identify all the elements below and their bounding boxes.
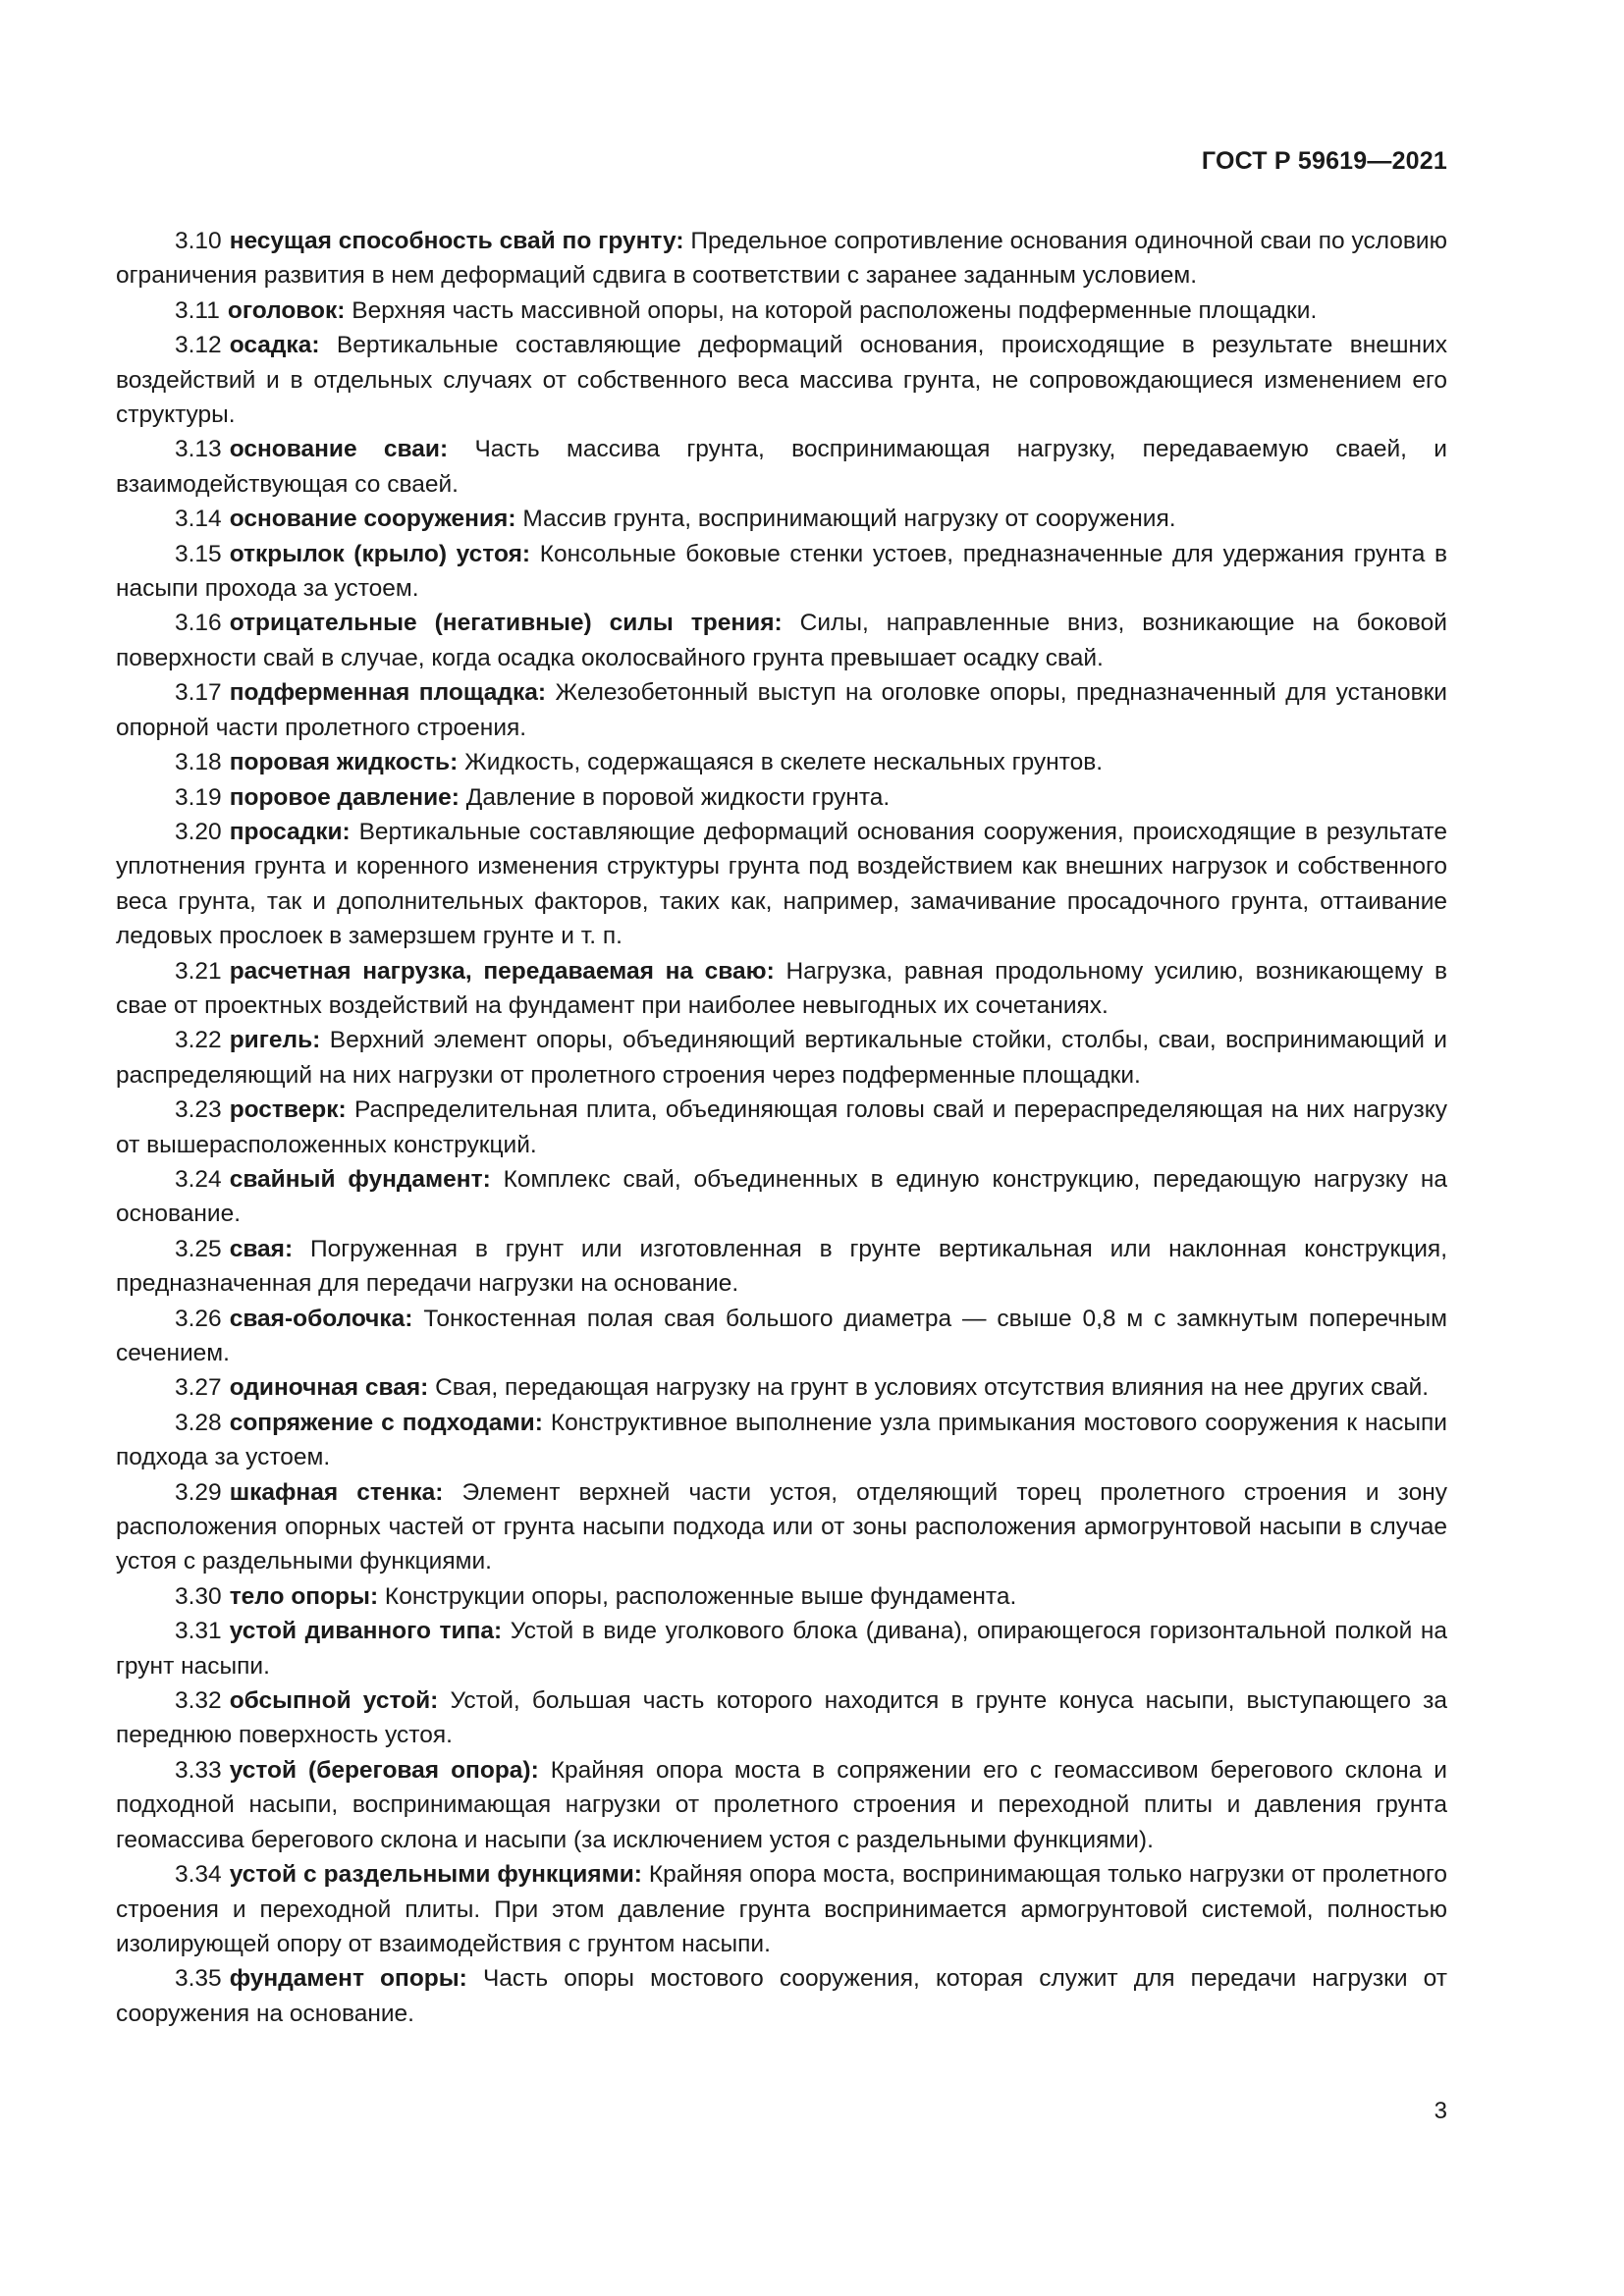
terms-list (116, 224, 1447, 2031)
term-name: поровая жидкость: (229, 749, 459, 776)
term-name: устой с раздельными функциями: (229, 1861, 642, 1889)
term-entry (116, 745, 1447, 779)
term-entry (116, 606, 1447, 675)
term-entry (116, 1961, 1447, 2031)
term-number: 3.10 (175, 228, 222, 254)
term-number: 3.33 (175, 1756, 222, 1784)
term-name: основание сооружения: (229, 506, 516, 533)
term-number: 3.31 (175, 1618, 222, 1645)
term-name: одиночная свая: (229, 1374, 429, 1402)
term-number: 3.24 (175, 1165, 222, 1193)
term-definition: Предельное сопротивление основания одиночной сваи по условию ограничения развития в нем деформаций сдвига в соответствии с заранее заданным условием. (116, 228, 1447, 290)
term-entry (116, 1475, 1447, 1579)
term-definition: Устой, большая часть которого находится в грунте конуса насыпи, выступающего за переднюю поверхность устоя. (116, 1687, 1447, 1749)
document-standard-header: ГОСТ Р 59619—2021 (1201, 147, 1447, 175)
term-number: 3.26 (175, 1305, 222, 1332)
term-number: 3.23 (175, 1096, 222, 1124)
term-number: 3.18 (175, 749, 222, 776)
term-name: тело опоры: (229, 1582, 379, 1610)
term-definition: Верхний элемент опоры, объединяющий вертикальные стойки, столбы, сваи, воспринимающий и распределяющий на них нагрузки от пролетного строения через подферменные площадки. (116, 1027, 1447, 1089)
term-entry (116, 815, 1447, 954)
term-name: основание сваи: (229, 436, 449, 463)
term-number: 3.30 (175, 1582, 222, 1610)
term-number: 3.22 (175, 1027, 222, 1054)
term-number: 3.29 (175, 1478, 222, 1506)
term-name: сопряжение с подходами: (229, 1409, 543, 1436)
term-definition: Элемент верхней части устоя, отделяющий торец пролетного строения и зону расположения опорных частей от грунта насыпи подхода или от зоны расположения армогрунтовой насыпи в случае устоя с раздельными функциями. (116, 1478, 1448, 1575)
term-entry (116, 780, 1447, 815)
term-name: просадки: (229, 818, 351, 845)
term-name: свая-оболочка: (229, 1305, 413, 1332)
term-number: 3.15 (175, 540, 222, 567)
term-name: ростверк: (229, 1096, 347, 1124)
term-entry (116, 1579, 1447, 1614)
term-definition: Тонкостенная полая свая большого диаметра — свыше 0,8 м с замкнутым поперечным сечением. (116, 1305, 1447, 1366)
term-entry (116, 1683, 1447, 1753)
page-number: 3 (1434, 2098, 1447, 2124)
term-entry (116, 1302, 1447, 1371)
term-name: устой (береговая опора): (229, 1756, 539, 1784)
term-name: открылок (крыло) устоя: (229, 540, 531, 567)
term-number: 3.32 (175, 1687, 222, 1715)
term-name: ригель: (229, 1027, 321, 1054)
term-number: 3.28 (175, 1409, 222, 1436)
term-number: 3.16 (175, 610, 222, 637)
term-name: свая: (229, 1235, 294, 1262)
term-definition: Силы, направленные вниз, возникающие на боковой поверхности свай в случае, когда осадка околосвайного грунта превышает осадку свай. (116, 610, 1447, 671)
term-name: осадка: (229, 332, 320, 359)
term-name: отрицательные (негативные) силы трения: (229, 610, 783, 637)
term-definition: Погруженная в грунт или изготовленная в грунте вертикальная или наклонная конструкция, предназначенная для передачи нагрузки на основание. (116, 1235, 1448, 1298)
term-entry (116, 502, 1447, 536)
term-name: несущая способность свай по грунту: (229, 228, 684, 254)
term-definition: Крайняя опора моста в сопряжении его с геомассивом берегового склона и подходной насыпи, воспринимающая нагрузки от пролетного строения и переходной плиты и давления грунта геомассива берегового склона и насыпи (за исключением устоя с раздельными функциями). (116, 1756, 1447, 1853)
term-name: поровое давление: (229, 783, 460, 811)
term-name: свайный фундамент: (229, 1165, 491, 1193)
term-name: обсыпной устой: (229, 1687, 439, 1715)
term-definition: Вертикальные составляющие деформаций основания, происходящие в результате внешних воздействий и в отдельных случаях от собственного веса массива грунта, не сопровождающиеся изменением его структуры. (116, 332, 1448, 429)
term-number: 3.14 (175, 506, 222, 533)
term-entry (116, 675, 1447, 745)
term-entry (116, 1093, 1447, 1162)
term-entry (116, 224, 1447, 294)
term-definition: Конструкции опоры, расположенные выше фундамента. (384, 1582, 1017, 1610)
term-definition: Конструктивное выполнение узла примыкания мостового сооружения к насыпи подхода за устоем. (116, 1409, 1447, 1471)
term-name: подферменная площадка: (229, 679, 547, 707)
term-entry (116, 537, 1447, 607)
term-name: устой диванного типа: (229, 1618, 503, 1645)
term-name: оголовок: (227, 296, 346, 324)
term-number: 3.34 (175, 1861, 222, 1889)
term-name: фундамент опоры: (229, 1965, 467, 1993)
term-entry (116, 1857, 1447, 1961)
term-number: 3.25 (175, 1235, 222, 1262)
term-number: 3.35 (175, 1965, 222, 1993)
term-definition: Жидкость, содержащаяся в скелете нескальных грунтов. (464, 749, 1104, 776)
term-entry (116, 1162, 1447, 1232)
term-entry (116, 1023, 1447, 1093)
term-number: 3.19 (175, 783, 222, 811)
term-entry (116, 328, 1447, 432)
term-definition: Часть массива грунта, воспринимающая нагрузку, передаваемую сваей, и взаимодействующая со сваей. (116, 436, 1447, 498)
term-entry (116, 1406, 1447, 1475)
term-number: 3.13 (175, 436, 222, 463)
term-name: расчетная нагрузка, передаваемая на сваю: (229, 957, 775, 985)
term-definition: Верхняя часть массивной опоры, на которой расположены подферменные площадки. (352, 296, 1318, 324)
term-number: 3.20 (175, 818, 222, 845)
term-entry (116, 954, 1447, 1024)
term-definition: Давление в поровой жидкости грунта. (465, 783, 891, 811)
term-number: 3.21 (175, 957, 222, 985)
term-number: 3.11 (175, 296, 220, 324)
term-definition: Распределительная плита, объединяющая головы свай и перераспределяющая на них нагрузку от вышерасположенных конструкций. (116, 1096, 1447, 1158)
term-number: 3.12 (175, 332, 222, 359)
term-entry (116, 1370, 1447, 1405)
term-entry (116, 294, 1447, 328)
term-definition: Консольные боковые стенки устоев, предназначенные для удержания грунта в насыпи прохода за устоем. (116, 540, 1447, 603)
term-entry (116, 1753, 1447, 1857)
term-definition: Свая, передающая нагрузку на грунт в условиях отсутствия влияния на нее других свай. (435, 1374, 1430, 1402)
term-entry (116, 1232, 1447, 1302)
term-name: шкафная стенка: (229, 1478, 444, 1506)
term-number: 3.17 (175, 679, 222, 707)
term-definition: Комплекс свай, объединенных в единую конструкцию, передающую нагрузку на основание. (116, 1165, 1448, 1228)
term-definition: Часть опоры мостового сооружения, которая служит для передачи нагрузки от сооружения на основание. (116, 1965, 1447, 2027)
term-entry (116, 432, 1447, 502)
term-definition: Массив грунта, воспринимающий нагрузку от сооружения. (522, 506, 1176, 533)
term-definition: Устой в виде уголкового блока (дивана), опирающегося горизонтальной полкой на грунт насыпи. (116, 1618, 1447, 1680)
term-entry (116, 1614, 1447, 1683)
term-number: 3.27 (175, 1374, 222, 1402)
term-definition: Вертикальные составляющие деформаций основания сооружения, происходящие в результате уплотнения грунта и коренного изменения структуры грунта под воздействием как внешних нагрузок и собственного веса грунта, так и дополнительных факторов, таких как, например, замачивание просадочного грунта, оттаивание ледовых прослоек в замерзшем грунте и т. п. (116, 818, 1447, 950)
term-definition: Железобетонный выступ на оголовке опоры, предназначенный для установки опорной части пролетного строения. (116, 679, 1447, 741)
term-definition: Нагрузка, равная продольному усилию, возникающему в свае от проектных воздействий на фундамент при наиболее невыгодных их сочетаниях. (116, 957, 1447, 1019)
term-definition: Крайняя опора моста, воспринимающая только нагрузки от пролетного строения и переходной плиты. При этом давление грунта воспринимается армогрунтовой системой, полностью изолирующей опору от взаимодействия с грунтом насыпи. (116, 1861, 1448, 1957)
